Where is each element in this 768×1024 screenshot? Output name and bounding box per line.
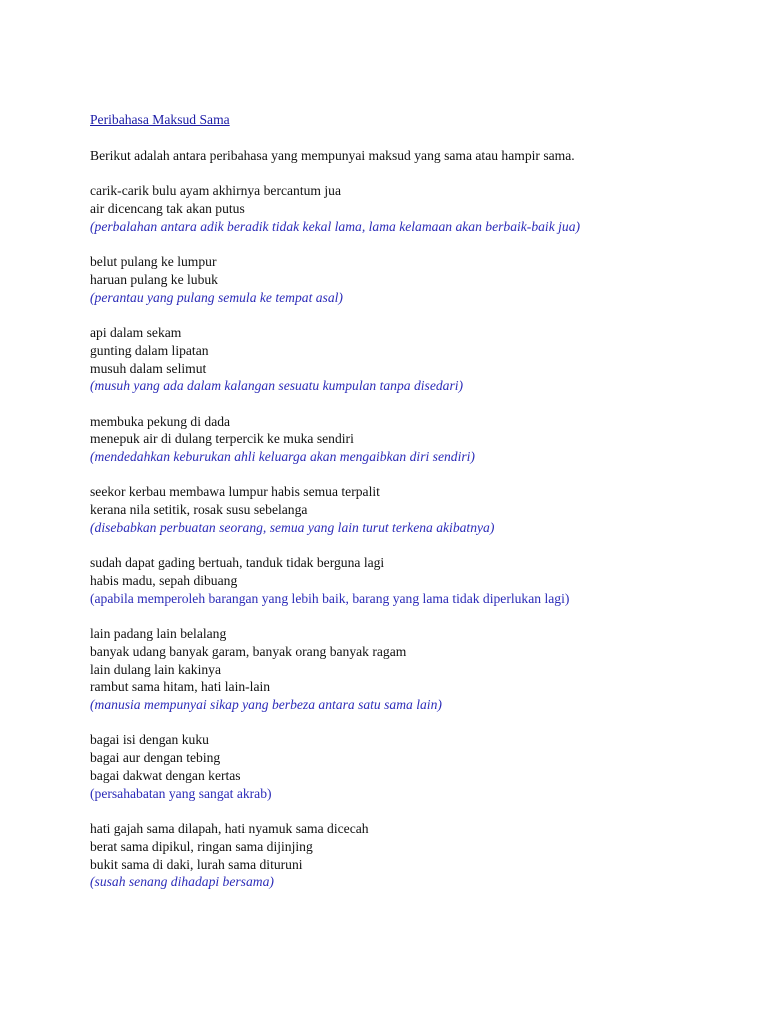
proverb-group-4	[90, 413, 730, 466]
proverb-line: lain padang lain belalang	[90, 625, 227, 641]
proverb-meaning: (susah senang dihadapi bersama)	[90, 874, 274, 890]
proverb-line: bagai aur dengan tebing	[90, 750, 221, 766]
proverb-meaning: (perantau yang pulang semula ke tempat asal)	[90, 289, 343, 305]
proverb-line: menepuk air di dulang terpercik ke muka sendiri	[90, 431, 354, 447]
proverb-meaning: (apabila memperoleh barangan yang lebih baik, barang yang lama tidak diperlukan lagi)	[90, 590, 570, 606]
proverb-group-6	[90, 554, 730, 607]
proverb-line: hati gajah sama dilapah, hati nyamuk sama dicecah	[90, 820, 369, 836]
proverb-line: api dalam sekam	[90, 325, 182, 341]
proverb-line: haruan pulang ke lubuk	[90, 272, 218, 288]
proverb-line: seekor kerbau membawa lumpur habis semua terpalit	[90, 484, 380, 500]
proverb-group-3	[90, 324, 730, 395]
intro-paragraph: Berikut adalah antara peribahasa yang mempunyai maksud yang sama atau hampir sama.	[90, 148, 575, 164]
proverb-meaning: (perbalahan antara adik beradik tidak kekal lama, lama kelamaan akan berbaik-baik jua)	[90, 219, 581, 235]
proverb-line: belut pulang ke lumpur	[90, 254, 217, 270]
proverb-meaning: (disebabkan perbuatan seorang, semua yang lain turut terkena akibatnya)	[90, 520, 495, 535]
proverb-line: bukit sama di daki, lurah sama dituruni	[90, 856, 303, 872]
proverb-line: kerana nila setitik, rosak susu sebelanga	[90, 502, 308, 518]
proverb-line: sudah dapat gading bertuah, tanduk tidak berguna lagi	[90, 555, 385, 571]
proverb-group-2	[90, 253, 730, 306]
proverb-meaning: (mendedahkan keburukan ahli keluarga akan mengaibkan diri sendiri)	[90, 449, 475, 465]
proverb-group-8	[90, 731, 730, 802]
proverb-line: banyak udang banyak garam, banyak orang banyak ragam	[90, 643, 407, 659]
proverb-line: berat sama dipikul, ringan sama dijinjing	[90, 838, 313, 854]
proverb-group-7	[90, 625, 730, 714]
proverb-line: lain dulang lain kakinya	[90, 661, 221, 677]
proverb-group-1	[90, 182, 730, 235]
proverb-line: habis madu, sepah dibuang	[90, 572, 238, 588]
document-page	[90, 111, 730, 891]
proverb-line: musuh dalam selimut	[90, 360, 207, 376]
proverb-meaning: (manusia mempunyai sikap yang berbeza antara satu sama lain)	[90, 697, 442, 713]
proverb-meaning: (musuh yang ada dalam kalangan sesuatu kumpulan tanpa disedari)	[90, 378, 464, 394]
proverb-line: carik-carik bulu ayam akhirnya bercantum jua	[90, 183, 341, 199]
proverb-line: membuka pekung di dada	[90, 413, 231, 429]
page-title: Peribahasa Maksud Sama	[90, 112, 230, 127]
proverb-line: gunting dalam lipatan	[90, 342, 209, 358]
proverb-line: rambut sama hitam, hati lain-lain	[90, 679, 271, 695]
proverb-line: bagai dakwat dengan kertas	[90, 767, 241, 783]
proverb-group-9	[90, 820, 730, 891]
proverb-line: air dicencang tak akan putus	[90, 201, 245, 217]
proverb-group-5	[90, 483, 730, 536]
proverb-line: bagai isi dengan kuku	[90, 732, 209, 748]
proverb-meaning: (persahabatan yang sangat akrab)	[90, 785, 272, 801]
